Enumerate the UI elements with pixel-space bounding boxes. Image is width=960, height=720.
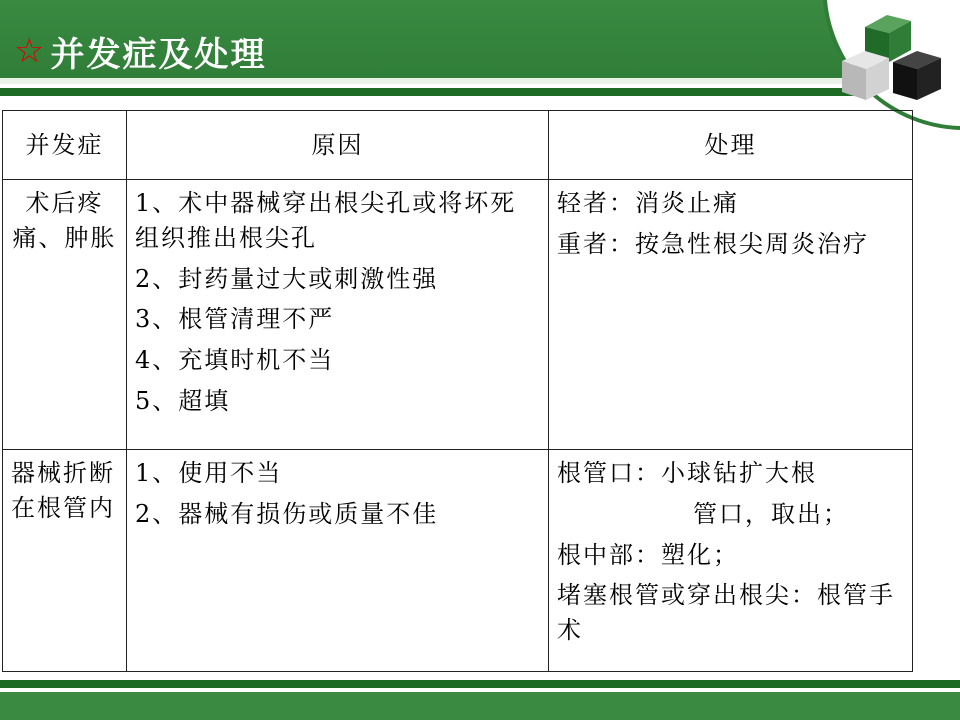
cause-item: 3、根管清理不严: [135, 305, 335, 334]
treatment-item: 管口，取出；: [693, 499, 849, 528]
cause-cell: [127, 180, 549, 450]
table-row: [3, 450, 913, 672]
treatment-item: 根管口：小球钻扩大根: [557, 459, 817, 487]
star-icon: ☆: [14, 31, 45, 71]
column-header-cause: 原因: [127, 111, 549, 180]
cause-item: 4、充填时机不当: [135, 346, 335, 375]
complication-cell: 术后疼痛、肿胀: [3, 180, 127, 450]
treatment-item: 堵塞根管或穿出根尖：根管手术: [557, 581, 895, 645]
cause-item: 5、超填: [135, 386, 231, 415]
complication-cell: 器械折断在根管内: [3, 450, 127, 672]
footer-divider: [0, 680, 960, 688]
column-header-complication: 并发症: [3, 111, 127, 180]
treatment-cell: [549, 450, 913, 672]
slide-title: [14, 26, 266, 76]
cause-cell: [127, 450, 549, 672]
footer-band: [0, 692, 960, 720]
treatment-cell: [549, 180, 913, 450]
table-row: [3, 180, 913, 450]
slide-title-text: 并发症及处理: [50, 34, 267, 75]
cause-item: 2、器械有损伤或质量不佳: [135, 499, 439, 528]
treatment-item: 重者：按急性根尖周炎治疗: [557, 229, 869, 258]
cause-item: 1、术中器械穿出根尖孔或将坏死组织推出根尖孔: [135, 189, 517, 252]
treatment-item: 轻者：消炎止痛: [557, 189, 739, 217]
complications-table: [2, 110, 913, 672]
column-header-treatment: 处理: [549, 111, 913, 180]
table-header-row: [3, 111, 913, 180]
treatment-item: 根中部：塑化；: [557, 540, 739, 569]
cause-item: 2、封药量过大或刺激性强: [135, 264, 439, 293]
cause-item: 1、使用不当: [135, 459, 283, 487]
